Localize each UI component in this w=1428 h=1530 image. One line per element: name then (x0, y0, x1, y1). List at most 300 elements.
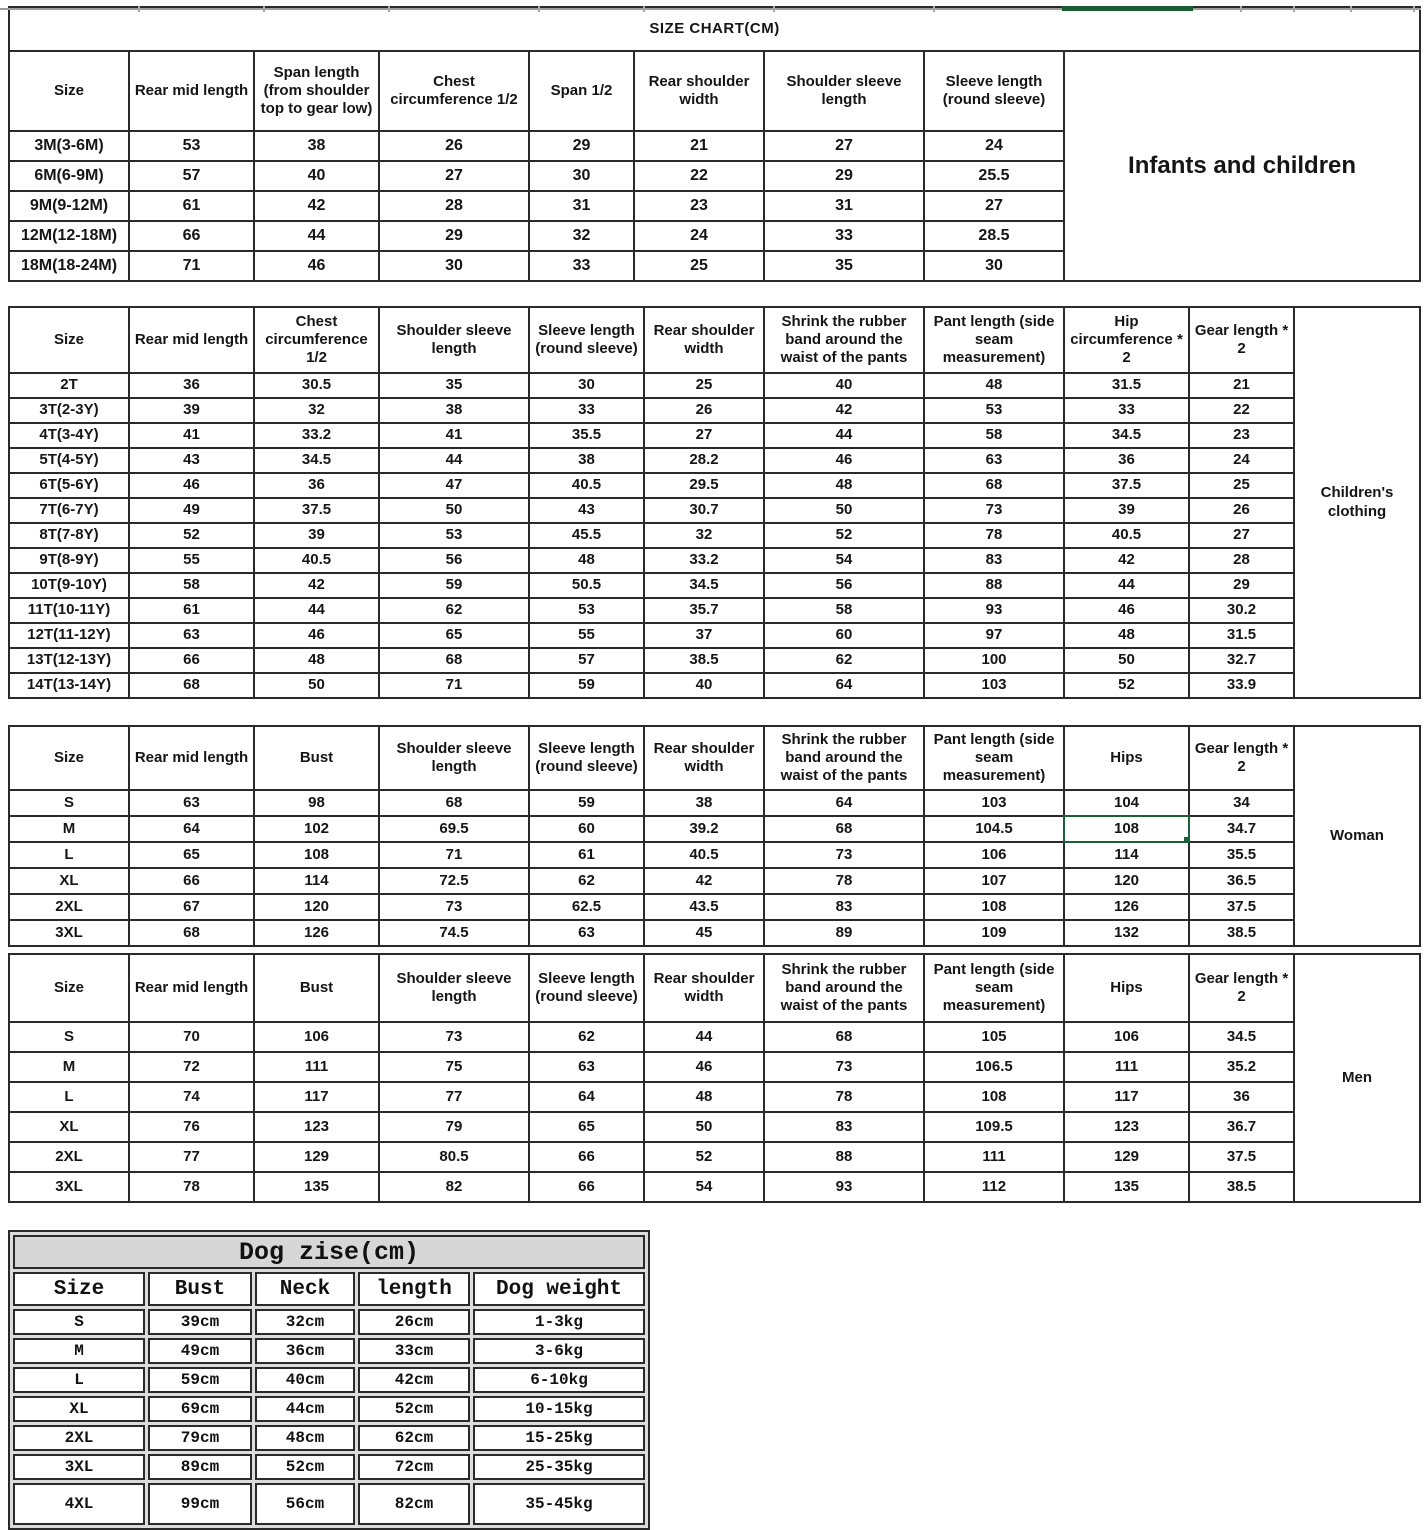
value-cell: 68 (129, 673, 254, 698)
value-cell: 48 (644, 1082, 764, 1112)
value-cell: 31 (764, 191, 924, 221)
value-cell: 44 (254, 598, 379, 623)
table-row (9, 373, 1420, 398)
value-cell: 52cm (358, 1396, 470, 1422)
size-cell: S (13, 1309, 145, 1335)
value-cell: 35 (379, 373, 529, 398)
value-cell: 35-45kg (473, 1483, 645, 1525)
table-row (9, 473, 1420, 498)
value-cell: 55 (529, 623, 644, 648)
table-row (9, 1112, 1420, 1142)
value-cell: 52 (644, 1142, 764, 1172)
value-cell: 36cm (255, 1338, 355, 1364)
value-cell: 44 (764, 423, 924, 448)
header-children-4: Sleeve length (round sleeve) (529, 307, 644, 373)
value-cell: 30.2 (1189, 598, 1294, 623)
value-cell: 103 (924, 673, 1064, 698)
value-cell: 89cm (148, 1454, 252, 1480)
value-cell: 111 (1064, 1052, 1189, 1082)
value-cell: 126 (254, 920, 379, 946)
value-cell: 3-6kg (473, 1338, 645, 1364)
value-cell: 57 (529, 648, 644, 673)
value-cell: 52 (129, 523, 254, 548)
value-cell: 62 (529, 868, 644, 894)
value-cell: 28 (379, 191, 529, 221)
table-row (9, 790, 1420, 816)
value-cell: 28.2 (644, 448, 764, 473)
size-cell: 10T(9-10Y) (9, 573, 129, 598)
header-children-9: Gear length * 2 (1189, 307, 1294, 373)
value-cell: 35.5 (529, 423, 644, 448)
table-row (9, 920, 1420, 946)
value-cell: 33 (764, 221, 924, 251)
value-cell: 123 (1064, 1112, 1189, 1142)
value-cell: 62 (764, 648, 924, 673)
value-cell: 40 (254, 161, 379, 191)
header-men-0: Size (9, 954, 129, 1022)
size-cell: M (13, 1338, 145, 1364)
header-children-6: Shrink the rubber band around the waist of the pants (764, 307, 924, 373)
value-cell: 48cm (255, 1425, 355, 1451)
value-cell: 99cm (148, 1483, 252, 1525)
size-cell: XL (9, 1112, 129, 1142)
value-cell: 29 (1189, 573, 1294, 598)
value-cell: 59 (529, 673, 644, 698)
size-cell: M (9, 816, 129, 842)
value-cell: 48 (1064, 623, 1189, 648)
value-cell: 83 (764, 1112, 924, 1142)
value-cell: 114 (254, 868, 379, 894)
value-cell: 25-35kg (473, 1454, 645, 1480)
value-cell: 26 (379, 131, 529, 161)
size-cell: 12M(12-18M) (9, 221, 129, 251)
size-cell: 6T(5-6Y) (9, 473, 129, 498)
value-cell: 67 (129, 894, 254, 920)
value-cell: 44 (644, 1022, 764, 1052)
value-cell: 27 (924, 191, 1064, 221)
header-woman-1: Rear mid length (129, 726, 254, 790)
dog-size-table (8, 1230, 650, 1530)
size-cell: 7T(6-7Y) (9, 498, 129, 523)
value-cell: 106 (254, 1022, 379, 1052)
value-cell: 27 (379, 161, 529, 191)
size-cell: 3T(2-3Y) (9, 398, 129, 423)
value-cell: 77 (129, 1142, 254, 1172)
value-cell: 97 (924, 623, 1064, 648)
value-cell: 65 (129, 842, 254, 868)
column-tick (1293, 6, 1295, 12)
size-chart-title: SIZE CHART(CM) (9, 7, 1420, 51)
category-label-infants: Infants and children (1064, 51, 1420, 281)
size-cell: 2XL (9, 894, 129, 920)
size-cell: 3XL (9, 1172, 129, 1202)
value-cell: 78 (924, 523, 1064, 548)
value-cell: 50 (644, 1112, 764, 1142)
value-cell: 120 (254, 894, 379, 920)
value-cell: 42 (644, 868, 764, 894)
header-children-2: Chest circumference 1/2 (254, 307, 379, 373)
header-infants-0: Size (9, 51, 129, 131)
value-cell: 40 (644, 673, 764, 698)
value-cell: 28 (1189, 548, 1294, 573)
table-row (13, 1338, 645, 1364)
value-cell: 62cm (358, 1425, 470, 1451)
value-cell: 61 (129, 191, 254, 221)
header-children-8: Hip circumference * 2 (1064, 307, 1189, 373)
value-cell: 117 (1064, 1082, 1189, 1112)
size-cell: 9T(8-9Y) (9, 548, 129, 573)
value-cell: 33cm (358, 1338, 470, 1364)
value-cell: 75 (379, 1052, 529, 1082)
value-cell: 36 (129, 373, 254, 398)
value-cell: 45 (644, 920, 764, 946)
size-cell: M (9, 1052, 129, 1082)
table-row (9, 648, 1420, 673)
value-cell: 65 (529, 1112, 644, 1142)
value-cell: 36 (1064, 448, 1189, 473)
value-cell: 48 (764, 473, 924, 498)
size-cell: S (9, 790, 129, 816)
value-cell: 36 (1189, 1082, 1294, 1112)
value-cell: 31.5 (1064, 373, 1189, 398)
value-cell: 41 (379, 423, 529, 448)
value-cell: 64 (764, 790, 924, 816)
value-cell: 38 (254, 131, 379, 161)
top-green-segment (1062, 6, 1193, 11)
value-cell: 38 (379, 398, 529, 423)
size-cell: 4T(3-4Y) (9, 423, 129, 448)
table-row (13, 1483, 645, 1525)
value-cell: 27 (764, 131, 924, 161)
value-cell: 73 (764, 842, 924, 868)
value-cell: 132 (1064, 920, 1189, 946)
value-cell: 64 (529, 1082, 644, 1112)
table-row (9, 1142, 1420, 1172)
value-cell: 45.5 (529, 523, 644, 548)
value-cell: 106 (924, 842, 1064, 868)
value-cell: 42cm (358, 1367, 470, 1393)
value-cell: 135 (254, 1172, 379, 1202)
value-cell: 70 (129, 1022, 254, 1052)
value-cell: 39 (129, 398, 254, 423)
value-cell: 103 (924, 790, 1064, 816)
category-label-children: Children's clothing (1294, 307, 1420, 698)
table-row (9, 448, 1420, 473)
value-cell: 129 (1064, 1142, 1189, 1172)
table-row (9, 548, 1420, 573)
value-cell: 30 (529, 161, 634, 191)
header-children-0: Size (9, 307, 129, 373)
value-cell: 24 (924, 131, 1064, 161)
column-tick (263, 6, 265, 12)
value-cell: 78 (764, 1082, 924, 1112)
value-cell: 108 (924, 1082, 1064, 1112)
size-cell: 11T(10-11Y) (9, 598, 129, 623)
value-cell: 58 (129, 573, 254, 598)
value-cell: 50 (379, 498, 529, 523)
value-cell: 98 (254, 790, 379, 816)
category-label-men: Men (1294, 954, 1420, 1202)
size-cell: 5T(4-5Y) (9, 448, 129, 473)
value-cell: 72 (129, 1052, 254, 1082)
value-cell: 82cm (358, 1483, 470, 1525)
value-cell: 21 (634, 131, 764, 161)
value-cell: 69.5 (379, 816, 529, 842)
value-cell: 29 (379, 221, 529, 251)
value-cell: 104.5 (924, 816, 1064, 842)
column-tick (933, 6, 935, 12)
value-cell: 56cm (255, 1483, 355, 1525)
value-cell: 36.7 (1189, 1112, 1294, 1142)
value-cell: 73 (379, 894, 529, 920)
value-cell: 25.5 (924, 161, 1064, 191)
value-cell: 26 (644, 398, 764, 423)
size-chart-sheet (0, 6, 1428, 1513)
dog-header-0: Size (13, 1272, 145, 1306)
table-row (9, 398, 1420, 423)
selection-handle (1183, 836, 1189, 842)
header-woman-3: Shoulder sleeve length (379, 726, 529, 790)
value-cell: 66 (129, 868, 254, 894)
value-cell: 30 (529, 373, 644, 398)
header-men-5: Rear shoulder width (644, 954, 764, 1022)
value-cell: 34 (1189, 790, 1294, 816)
header-men-9: Gear length * 2 (1189, 954, 1294, 1022)
column-tick (1350, 6, 1352, 12)
value-cell: 32 (644, 523, 764, 548)
table-row (9, 598, 1420, 623)
value-cell: 39cm (148, 1309, 252, 1335)
value-cell: 42 (254, 573, 379, 598)
value-cell: 64 (764, 673, 924, 698)
value-cell: 52cm (255, 1454, 355, 1480)
value-cell: 50.5 (529, 573, 644, 598)
value-cell: 120 (1064, 868, 1189, 894)
value-cell: 56 (379, 548, 529, 573)
value-cell: 50 (1064, 648, 1189, 673)
value-cell: 71 (379, 842, 529, 868)
value-cell: 24 (634, 221, 764, 251)
value-cell: 23 (634, 191, 764, 221)
header-infants-2: Span length (from shoulder top to gear low) (254, 51, 379, 131)
value-cell: 60 (764, 623, 924, 648)
value-cell: 49cm (148, 1338, 252, 1364)
value-cell: 30.7 (644, 498, 764, 523)
value-cell: 74 (129, 1082, 254, 1112)
value-cell: 107 (924, 868, 1064, 894)
table-row (13, 1425, 645, 1451)
value-cell: 35 (764, 251, 924, 281)
dog-header-1: Bust (148, 1272, 252, 1306)
value-cell: 79cm (148, 1425, 252, 1451)
value-cell: 37.5 (1189, 1142, 1294, 1172)
header-children-5: Rear shoulder width (644, 307, 764, 373)
value-cell: 24 (1189, 448, 1294, 473)
value-cell: 10-15kg (473, 1396, 645, 1422)
table-row (9, 623, 1420, 648)
column-tick (388, 6, 390, 12)
woman-size-table (8, 725, 1421, 947)
value-cell: 33.2 (644, 548, 764, 573)
value-cell: 32.7 (1189, 648, 1294, 673)
value-cell: 37.5 (1064, 473, 1189, 498)
value-cell: 44 (379, 448, 529, 473)
value-cell: 34.5 (1064, 423, 1189, 448)
value-cell: 48 (254, 648, 379, 673)
value-cell: 41 (129, 423, 254, 448)
size-cell: L (9, 842, 129, 868)
value-cell: 93 (764, 1172, 924, 1202)
value-cell: 68 (764, 816, 924, 842)
value-cell: 53 (379, 523, 529, 548)
size-cell: L (9, 1082, 129, 1112)
value-cell: 46 (1064, 598, 1189, 623)
value-cell: 88 (924, 573, 1064, 598)
header-infants-5: Rear shoulder width (634, 51, 764, 131)
value-cell: 88 (764, 1142, 924, 1172)
value-cell: 83 (764, 894, 924, 920)
value-cell: 32cm (255, 1309, 355, 1335)
dog-table-title: Dog zise(cm) (13, 1235, 645, 1269)
value-cell: 47 (379, 473, 529, 498)
header-men-7: Pant length (side seam measurement) (924, 954, 1064, 1022)
value-cell: 40.5 (644, 842, 764, 868)
size-cell: 4XL (13, 1483, 145, 1525)
value-cell: 66 (529, 1142, 644, 1172)
value-cell: 78 (764, 868, 924, 894)
value-cell: 43.5 (644, 894, 764, 920)
value-cell: 1-3kg (473, 1309, 645, 1335)
value-cell: 89 (764, 920, 924, 946)
value-cell: 36.5 (1189, 868, 1294, 894)
value-cell: 66 (129, 648, 254, 673)
value-cell: 37.5 (254, 498, 379, 523)
value-cell: 25 (1189, 473, 1294, 498)
value-cell: 63 (129, 623, 254, 648)
value-cell: 40.5 (1064, 523, 1189, 548)
value-cell: 71 (129, 251, 254, 281)
value-cell: 73 (764, 1052, 924, 1082)
value-cell: 64 (129, 816, 254, 842)
value-cell: 63 (924, 448, 1064, 473)
value-cell: 73 (379, 1022, 529, 1052)
value-cell: 62 (379, 598, 529, 623)
value-cell: 32 (254, 398, 379, 423)
value-cell: 38.5 (1189, 1172, 1294, 1202)
header-infants-6: Shoulder sleeve length (764, 51, 924, 131)
size-cell: 3M(3-6M) (9, 131, 129, 161)
value-cell: 15-25kg (473, 1425, 645, 1451)
dog-header-2: Neck (255, 1272, 355, 1306)
value-cell: 27 (1189, 523, 1294, 548)
column-tick (1413, 6, 1415, 12)
value-cell: 76 (129, 1112, 254, 1142)
value-cell: 63 (129, 790, 254, 816)
table-row (9, 894, 1420, 920)
infants-size-table (8, 6, 1421, 282)
table-row (9, 1052, 1420, 1082)
value-cell: 54 (764, 548, 924, 573)
size-cell: 14T(13-14Y) (9, 673, 129, 698)
table-row (9, 573, 1420, 598)
value-cell: 44cm (255, 1396, 355, 1422)
size-cell: L (13, 1367, 145, 1393)
value-cell: 37 (644, 623, 764, 648)
column-tick (1240, 6, 1242, 12)
value-cell: 38 (644, 790, 764, 816)
value-cell: 69cm (148, 1396, 252, 1422)
value-cell: 37.5 (1189, 894, 1294, 920)
value-cell: 126 (1064, 894, 1189, 920)
value-cell: 68 (379, 648, 529, 673)
value-cell: 109.5 (924, 1112, 1064, 1142)
value-cell: 100 (924, 648, 1064, 673)
value-cell: 6-10kg (473, 1367, 645, 1393)
header-woman-8: Hips (1064, 726, 1189, 790)
value-cell: 46 (764, 448, 924, 473)
value-cell: 106 (1064, 1022, 1189, 1052)
value-cell: 62 (529, 1022, 644, 1052)
men-size-table (8, 953, 1421, 1203)
value-cell: 22 (634, 161, 764, 191)
children-size-table (8, 306, 1421, 699)
value-cell: 33.9 (1189, 673, 1294, 698)
size-cell: 13T(12-13Y) (9, 648, 129, 673)
header-children-7: Pant length (side seam measurement) (924, 307, 1064, 373)
value-cell: 43 (129, 448, 254, 473)
header-men-3: Shoulder sleeve length (379, 954, 529, 1022)
header-men-4: Sleeve length (round sleeve) (529, 954, 644, 1022)
value-cell: 117 (254, 1082, 379, 1112)
header-infants-3: Chest circumference 1/2 (379, 51, 529, 131)
value-cell: 42 (254, 191, 379, 221)
value-cell: 49 (129, 498, 254, 523)
value-cell: 33.2 (254, 423, 379, 448)
category-label-woman: Woman (1294, 726, 1420, 946)
table-row (9, 1082, 1420, 1112)
header-men-2: Bust (254, 954, 379, 1022)
table-row (9, 673, 1420, 698)
value-cell: 23 (1189, 423, 1294, 448)
value-cell: 54 (644, 1172, 764, 1202)
value-cell: 48 (529, 548, 644, 573)
top-gridline (0, 8, 1421, 10)
value-cell: 58 (924, 423, 1064, 448)
size-cell: 2T (9, 373, 129, 398)
dog-header-4: Dog weight (473, 1272, 645, 1306)
value-cell: 44 (1064, 573, 1189, 598)
value-cell: 68 (764, 1022, 924, 1052)
value-cell: 63 (529, 920, 644, 946)
size-cell: 9M(9-12M) (9, 191, 129, 221)
table-row (9, 1172, 1420, 1202)
value-cell: 53 (129, 131, 254, 161)
value-cell: 39.2 (644, 816, 764, 842)
value-cell: 39 (254, 523, 379, 548)
value-cell: 65 (379, 623, 529, 648)
value-cell: 25 (634, 251, 764, 281)
value-cell: 73 (924, 498, 1064, 523)
value-cell: 30.5 (254, 373, 379, 398)
size-cell: S (9, 1022, 129, 1052)
value-cell: 135 (1064, 1172, 1189, 1202)
value-cell: 42 (1064, 548, 1189, 573)
value-cell: 55 (129, 548, 254, 573)
value-cell: 111 (924, 1142, 1064, 1172)
value-cell: 114 (1064, 842, 1189, 868)
value-cell: 38.5 (1189, 920, 1294, 946)
value-cell: 109 (924, 920, 1064, 946)
